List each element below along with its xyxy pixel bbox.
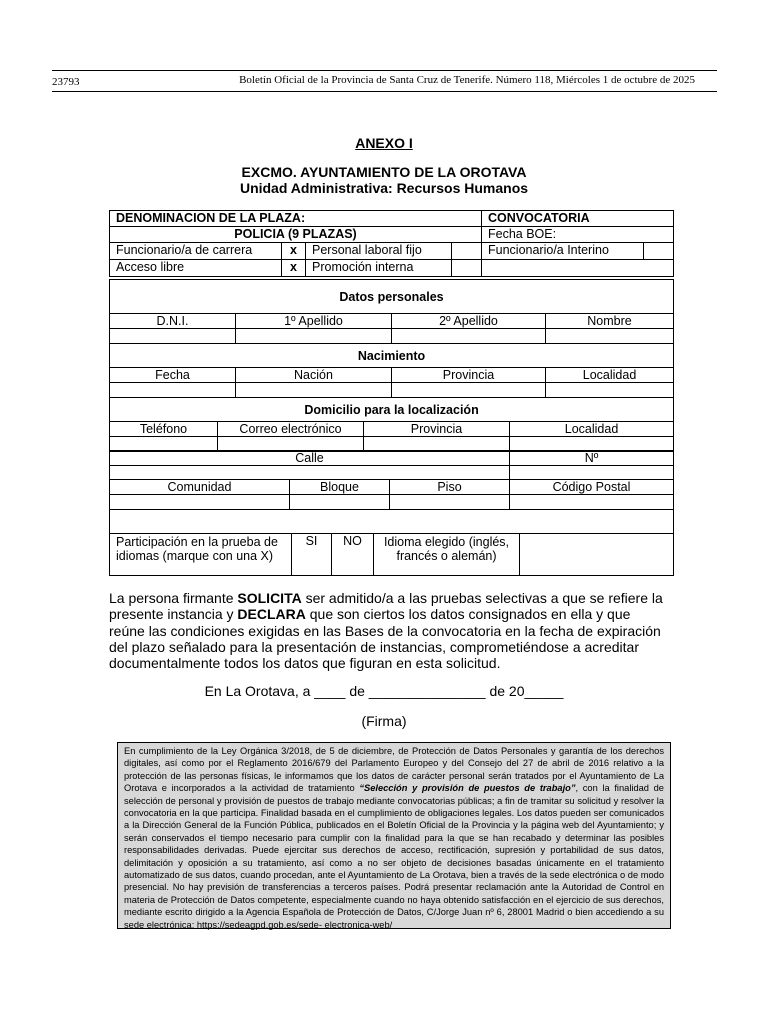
birth-nation-input[interactable] — [236, 383, 392, 398]
postal-code-input[interactable] — [510, 495, 674, 510]
first-name-input[interactable] — [546, 329, 674, 344]
council-title: EXCMO. AYUNTAMIENTO DE LA OROTAVA — [241, 164, 527, 180]
building-table — [109, 479, 674, 534]
signature-label: (Firma) — [361, 713, 407, 729]
internal-promotion-label: Promoción interna — [306, 260, 452, 277]
interim-label: Funcionario/a Interino — [482, 243, 644, 260]
denomination-label: DENOMINACION DE LA PLAZA: — [110, 211, 482, 227]
first-name-label: Nombre — [546, 314, 674, 329]
boe-date-field[interactable]: Fecha BOE: — [482, 227, 674, 243]
street-number-label: Nº — [510, 451, 674, 466]
birth-nation-label: Nación — [236, 368, 392, 383]
address-locality-label: Localidad — [510, 422, 674, 437]
floor-input[interactable] — [390, 495, 510, 510]
birth-locality-label: Localidad — [546, 368, 674, 383]
publication-title: Boletín Oficial de la Provincia de Santa Cruz de Tenerife. Número 118, Miércoles 1 de octubre de 2025 — [239, 74, 695, 86]
address-table — [109, 397, 674, 452]
language-chosen-label — [374, 534, 520, 576]
convocatoria-label: CONVOCATORIA — [482, 211, 674, 227]
first-surname-label: 1º Apellido — [236, 314, 392, 329]
birth-heading: Nacimiento — [110, 344, 674, 368]
page-number: 23793 — [52, 76, 80, 88]
language-chosen-line1: Idioma elegido (inglés, — [383, 535, 510, 549]
block-label: Bloque — [290, 480, 390, 495]
annex-title: ANEXO I — [355, 135, 413, 151]
street-label: Calle — [110, 451, 510, 466]
interim-checkbox[interactable] — [644, 243, 674, 260]
fixed-labor-label: Personal laboral fijo — [306, 243, 452, 260]
legal-text-part2: , con la finalidad de selección de personal y provisión de puestos de trabajo mediante convocatorias públicas; a fin de tramitar su solicitud y resolver la convocatoria en la que participa. Finalidad basada en el cumplimiento de obligaciones legales. Los datos pueden ser comunicados a la Dirección General de la Función Pública, publicados en el Boletín Oficial de la Provincia y la página web del Ayuntamiento; y serán conservados el tiempo necesario para cumplir con la finalidad para la que se han recabado y determinar las posibles responsabilidades derivadas. Puede ejercitar sus derechos de acceso, rectificación, supresión y portabilidad de sus datos, delimitación y oposición a su tratamiento, así como a no ser objeto de decisiones basadas únicamente en el tratamiento automatizado de sus datos, cuando procedan, ante el Ayuntamiento de La Orotava, bien a través de la sede electrónica o de modo presencial. No hay previsión de transferencias a terceros países. Podrá presentar reclamación ante la Autoridad de Control en materia de Protección de Datos competente, especialmente cuando no haya obtenido satisfacción en el ejercicio de sus derechos, mediante escrito dirigido a la Agencia Española de Protección de Datos, C/Jorge Juan nº 6, 28001 Madrid o bien accediendo a su sede electrónica: https://sedeagpd.gob.es/sede- electronica-web/ — [124, 783, 664, 930]
second-surname-label: 2º Apellido — [392, 314, 546, 329]
address-heading: Domicilio para la localización — [110, 398, 674, 422]
personal-data-table — [109, 279, 674, 398]
community-input[interactable] — [110, 495, 290, 510]
postal-code-label: Código Postal — [510, 480, 674, 495]
second-surname-input[interactable] — [392, 329, 546, 344]
declaration-paragraph — [109, 590, 669, 671]
phone-label: Teléfono — [110, 422, 218, 437]
street-number-input[interactable] — [510, 466, 674, 480]
birth-locality-input[interactable] — [546, 383, 674, 398]
birth-date-input[interactable] — [110, 383, 236, 398]
declara-keyword: DECLARA — [237, 606, 306, 623]
birth-province-input[interactable] — [392, 383, 546, 398]
place-date-line: En La Orotava, a ____ de _______________ de 20_____ — [204, 683, 564, 699]
plaza-table — [109, 210, 674, 277]
header-bottom-rule — [52, 91, 717, 92]
free-access-checkbox[interactable]: x — [282, 260, 306, 277]
internal-promotion-checkbox[interactable] — [452, 260, 482, 277]
career-checkbox[interactable]: x — [282, 243, 306, 260]
blank-row — [110, 510, 674, 534]
language-chosen-input[interactable] — [520, 534, 674, 576]
address-province-label: Provincia — [364, 422, 510, 437]
declaration-part3: que son ciertos los datos consignados en ella y que reúne las condiciones exigidas en las Bases de la convocatoria en la fecha de expiración del plazo señalado para la presentación de instancias, comprometiéndose a acreditar documentalmente todos los datos que figuran en esta solicitud. — [109, 606, 661, 672]
language-chosen-line2: francés o alemán) — [396, 549, 497, 563]
block-input[interactable] — [290, 495, 390, 510]
header-top-rule — [52, 70, 717, 71]
legal-activity-name: “Selección y provisión de puestos de trabajo” — [359, 783, 576, 794]
language-question — [110, 534, 292, 576]
floor-label: Piso — [390, 480, 510, 495]
unit-title: Unidad Administrativa: Recursos Humanos — [239, 180, 529, 196]
language-question-line2: idiomas (marque con una X) — [116, 549, 274, 563]
community-label: Comunidad — [110, 480, 290, 495]
legal-text-part1: En cumplimiento de la Ley Orgánica 3/2018, de 5 de diciembre, de Protección de Datos Personales y garantía de los derechos digitales, así como por el Reglamento 2016/679 del Parlamento Europeo y del Consejo del 27 de abril de 2016 relativo a la protección de las personas físicas, le informamos que los datos de carácter personal serán tratados por el Ayuntamiento de La Orotava e incorporados a la actividad de tratamiento — [124, 746, 664, 794]
language-question-line1: Participación en la prueba de — [116, 535, 278, 549]
solicita-keyword: SOLICITA — [237, 590, 302, 606]
career-civil-servant-label: Funcionario/a de carrera — [110, 243, 282, 260]
language-yes-checkbox[interactable]: SI — [292, 534, 332, 576]
declaration-part2: ser admitido/a a las pruebas selectivas a que se refiere la presente instancia y — [109, 590, 663, 623]
birth-date-label: Fecha — [110, 368, 236, 383]
dni-label: D.N.I. — [110, 314, 236, 329]
position-name: POLICIA (9 PLAZAS) — [110, 227, 482, 243]
personal-data-heading: Datos personales — [110, 280, 674, 314]
email-label: Correo electrónico — [218, 422, 364, 437]
empty-cell — [482, 260, 674, 277]
birth-province-label: Provincia — [392, 368, 546, 383]
fixed-labor-checkbox[interactable] — [452, 243, 482, 260]
language-no-checkbox[interactable]: NO — [332, 534, 374, 576]
first-surname-input[interactable] — [236, 329, 392, 344]
language-table — [109, 533, 674, 576]
page-header — [52, 74, 717, 90]
free-access-label: Acceso libre — [110, 260, 282, 277]
street-table — [109, 450, 674, 480]
street-input[interactable] — [110, 466, 510, 480]
declaration-part1: La persona firmante — [109, 590, 238, 606]
data-protection-notice — [117, 742, 671, 929]
dni-input[interactable] — [110, 329, 236, 344]
